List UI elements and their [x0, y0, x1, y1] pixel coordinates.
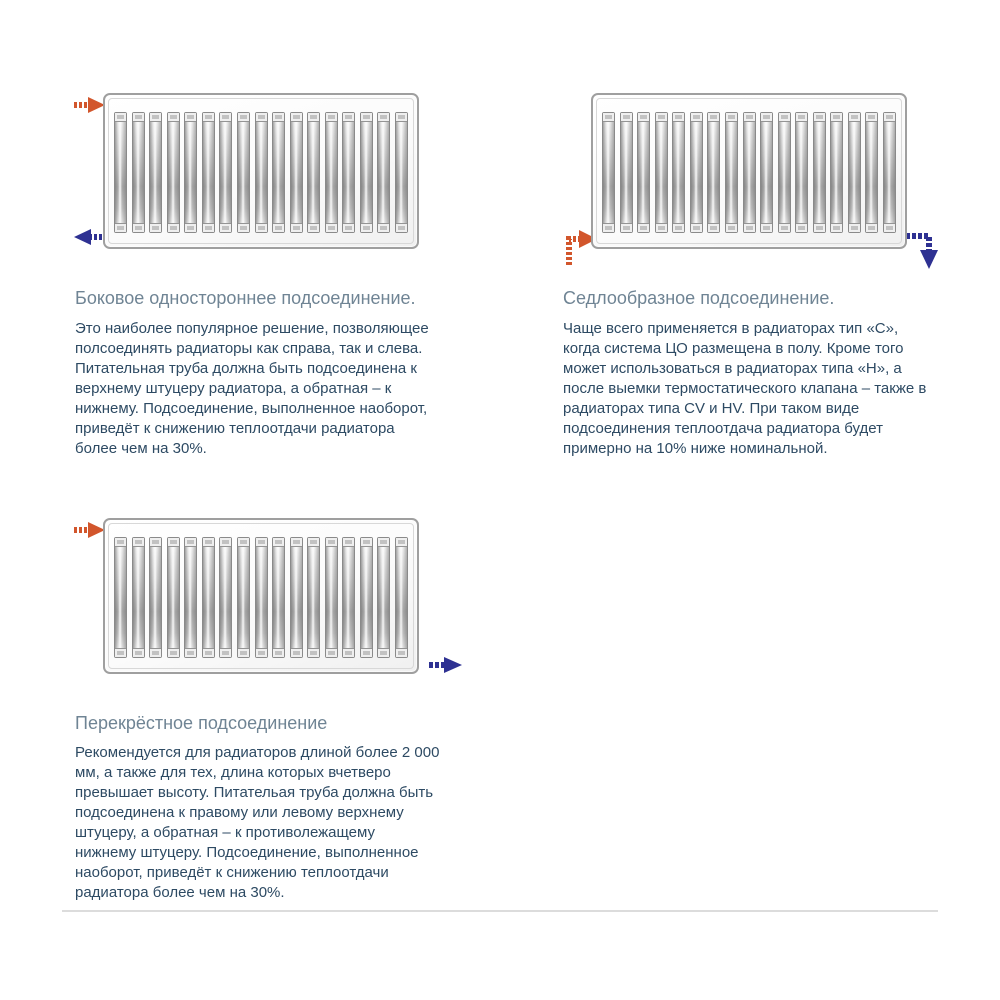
section-saddle	[563, 93, 931, 459]
radiator-fin	[272, 112, 285, 233]
radiator-fin	[114, 537, 127, 658]
radiator-fin	[325, 537, 338, 658]
bottom-divider	[62, 910, 938, 912]
radiator-fin	[360, 537, 373, 658]
section-side-one-way	[75, 93, 440, 459]
radiator-fin	[377, 112, 390, 233]
radiator-fin	[342, 112, 355, 233]
section-body: Рекомендуется для радиаторов длиной более 2 000 мм, а также для тех, длина которых вчетверо превышает высоту. Питательая труба должна быть подсоединена к правому или левому верхнему штуцеру, а обратная – к противолежащему нижнему штуцеру. Подсоединение, выполненное наоборот, приведёт к снижению теплоотдачи радиатора более чем на 30%.	[75, 744, 440, 902]
radiator-fin	[149, 112, 162, 233]
section-body: Это наиболее популярное решение, позволяющее полсоединять радиаторы как справа, так и слева. Питательная труба должна быть подсоединена к верхнему штуцеру радиатора, а обратная – к нижнему. Подсоединение, выполненное наоборот, приведёт к снижению теплоотдачи радиатора более чем на 30%.	[75, 319, 429, 457]
radiator-fin	[813, 112, 826, 233]
supply-flow-arrow-icon	[72, 95, 106, 115]
radiator-fin	[848, 112, 861, 233]
radiator-fins	[114, 112, 408, 233]
radiator-fins	[114, 537, 408, 658]
return-flow-arrow-icon	[73, 227, 107, 247]
radiator-fin	[655, 112, 668, 233]
section-title: Боковое одностороннее подсоединение.	[75, 288, 416, 308]
radiator-fin	[620, 112, 633, 233]
radiator-fin	[132, 537, 145, 658]
radiator-illustration	[103, 93, 419, 249]
radiator-fin	[672, 112, 685, 233]
radiator-fin	[219, 112, 232, 233]
section-body: Чаще всего применяется в радиаторах тип «С», когда система ЦО размещена в полу. Кроме того может использоваться в радиаторах типа «Н», а после выемки термостатического клапана – также в радиаторах типа CV и HV. При таком виде подсоединения теплоотдача радиатора будет примерно на 10% ниже номинальной.	[563, 319, 927, 457]
radiator-fin	[707, 112, 720, 233]
radiator-fin	[725, 112, 738, 233]
section-title: Седлообразное подсоединение.	[563, 288, 835, 308]
radiator-fin	[290, 112, 303, 233]
radiator-fin	[395, 537, 408, 658]
radiator-fin	[255, 112, 268, 233]
radiator-fin	[114, 112, 127, 233]
radiator-fin	[237, 112, 250, 233]
radiator-fin	[237, 537, 250, 658]
radiator-fin	[132, 112, 145, 233]
radiator-illustration	[103, 518, 419, 674]
radiator-fin	[149, 537, 162, 658]
supply-flow-arrow-icon	[72, 520, 106, 540]
radiator-fin	[865, 112, 878, 233]
radiator-fin	[743, 112, 756, 233]
radiator-fin	[377, 537, 390, 658]
radiator-fin	[184, 537, 197, 658]
radiator-fin	[795, 112, 808, 233]
radiator-fin	[167, 537, 180, 658]
return-flow-arrow-icon	[427, 655, 463, 675]
radiator-fin	[184, 112, 197, 233]
radiator-fin	[255, 537, 268, 658]
radiator-fin	[307, 112, 320, 233]
radiator-fins	[602, 112, 896, 233]
radiator-fin	[690, 112, 703, 233]
radiator-fin	[290, 537, 303, 658]
radiator-illustration	[591, 93, 907, 249]
radiator-fin	[325, 112, 338, 233]
section-cross	[75, 518, 440, 904]
radiator-fin	[395, 112, 408, 233]
return-flow-elbow-arrow-icon	[904, 230, 944, 274]
radiator-fin	[219, 537, 232, 658]
radiator-figure-cross	[103, 518, 419, 674]
radiator-fin	[202, 112, 215, 233]
radiator-fin	[637, 112, 650, 233]
radiator-fin	[342, 537, 355, 658]
radiator-fin	[602, 112, 615, 233]
radiator-fin	[778, 112, 791, 233]
radiator-fin	[307, 537, 320, 658]
radiator-fin	[202, 537, 215, 658]
radiator-figure-side-one-way	[103, 93, 419, 249]
radiator-fin	[830, 112, 843, 233]
section-title: Перекрёстное подсоединение	[75, 712, 328, 733]
radiator-fin	[883, 112, 896, 233]
radiator-fin	[272, 537, 285, 658]
radiator-fin	[360, 112, 373, 233]
radiator-figure-saddle	[591, 93, 907, 249]
radiator-fin	[760, 112, 773, 233]
radiator-fin	[167, 112, 180, 233]
